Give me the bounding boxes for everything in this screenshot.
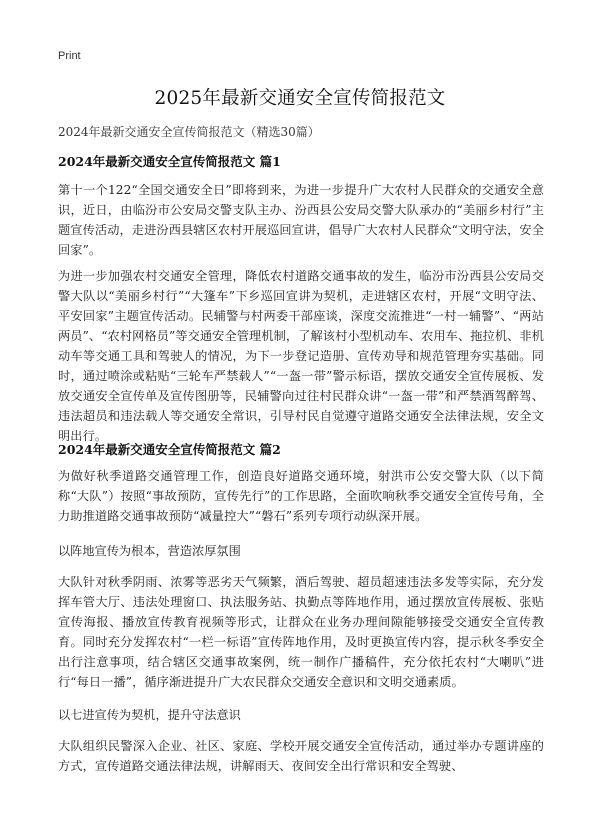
paragraph-1-1: 第十一个122“全国交通安全日”即将到来，为进一步提升广大农村人民群众的交通安全意识，近日，由临汾市公安局交警支队主办、汾西县公安局交警大队承办的“美丽乡村行”主题宣传活动，走进汾西县辖区农村开展巡回宣讲，倡导广大农村人民群众“文明守法，安全回家”。 — [58, 183, 544, 257]
paragraph-2-1: 为做好秋季道路交通管理工作，创造良好道路交通环境，射洪市公安交警大队（以下简称“大队”）按照“事故预防，宣传先行”的工作思路，全面吹响秋季交通安全宣传号角，全力助推道路交通事故预防“减量控大”“磐石”系列专项行动纵深开展。 — [58, 469, 544, 523]
paragraph-1-2: 为进一步加强农村交通安全管理，降低农村道路交通事故的发生，临汾市汾西县公安局交警大队以“美丽乡村行”“大篷车”下乡巡回宣讲为契机，走进辖区农村，开展“文明守法、平安回家”主题宣传活动。民辅警与村两委干部座谈，深度交流推进“一村一辅警”、“两站两员”、“农村网格员”等交通安全管理机制，了解该村小型机动车、农用车、拖拉机、非机动车等交通工具和驾驶人的情况，为下一步登记造册、宣传劝导和规范管理夯实基础。同时，通过喷涂或粘贴“三轮车严禁载人”“一盔一带”警示标语，摆放交通安全宣传展板、发放交通安全宣传单及宣传图册等，民辅警向过往村民群众讲“一盔一带”和严禁酒驾醉驾、违法超员和违法载人等交通安全常识，引导村民自觉遵守道路交通安全法律法规，安全文明出行。 — [58, 269, 544, 443]
section-heading-1: 2024年最新交通安全宣传简报范文 篇1 — [58, 154, 281, 169]
sub-label-1: 以阵地宣传为根本，营造浓厚氛围 — [58, 544, 241, 558]
document-subtitle: 2024年最新交通安全宣传简报范文（精选30篇） — [58, 125, 320, 139]
section-heading-2: 2024年最新交通安全宣传简报范文 篇2 — [58, 442, 281, 457]
paragraph-2-3: 大队组织民警深入企业、社区、家庭、学校开展交通安全宣传活动，通过举办专题讲座的方式，宣传道路交通法律法规，讲解雨天、夜间安全出行常识和安全驾驶、 — [58, 739, 544, 773]
sub-label-2: 以七进宣传为契机，提升守法意识 — [58, 708, 241, 722]
page-title: 2025年最新交通安全宣传简报范文 — [154, 88, 446, 109]
paragraph-2-2: 大队针对秋季阴雨、浓雾等恶劣天气频繁，酒后驾驶、超员超速违法多发等实际，充分发挥车管大厅、违法处理窗口、执法服务站、执勤点等阵地作用，通过摆放宣传展板、张贴宣传海报、播放宣传教育视频等形式，让群众在业务办理间隙能够接受交通安全宣传教育。同时充分发挥农村“一栏一标语”宣传阵地作用，及时更换宣传内容，提示秋冬季安全出行注意事项，结合辖区交通事故案例，统一制作广播稿件，充分依托农村“大喇叭”进行“每日一播”，循序渐进提升广大农民群众交通安全意识和文明交通素质。 — [58, 575, 544, 689]
print-link[interactable]: Print — [58, 50, 81, 62]
